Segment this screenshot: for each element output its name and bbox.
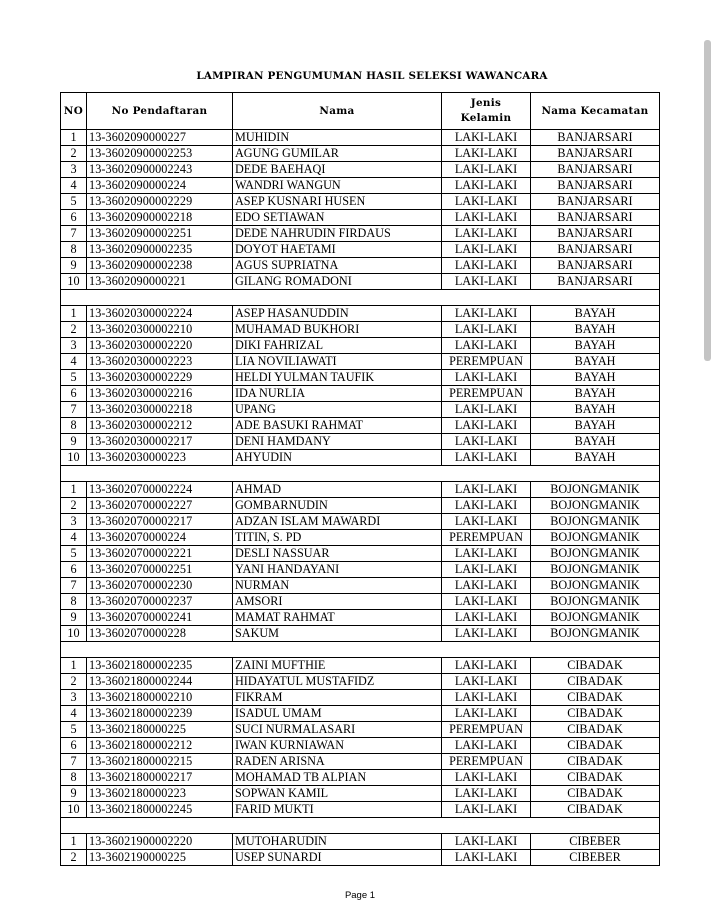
registration-number: 13-36020900002218	[87, 210, 233, 226]
registration-number: 13-36020300002216	[87, 386, 233, 402]
results-table	[60, 92, 660, 866]
header-registration-number: No Pendaftaran	[87, 93, 233, 130]
group-separator-cell	[61, 818, 660, 834]
gender: LAKI-LAKI	[442, 322, 531, 338]
row-number: 2	[61, 498, 87, 514]
row-number: 2	[61, 146, 87, 162]
gender: LAKI-LAKI	[442, 258, 531, 274]
row-number: 2	[61, 674, 87, 690]
table-row	[61, 274, 660, 290]
row-number: 5	[61, 370, 87, 386]
table-row	[61, 690, 660, 706]
registration-number: 13-36021800002244	[87, 674, 233, 690]
district-name: CIBADAK	[531, 690, 660, 706]
participant-name: ADZAN ISLAM MAWARDI	[233, 514, 442, 530]
row-number: 9	[61, 258, 87, 274]
document-title: LAMPIRAN PENGUMUMAN HASIL SELEKSI WAWANCARA	[196, 70, 548, 82]
row-number: 1	[61, 834, 87, 850]
district-name: CIBADAK	[531, 722, 660, 738]
registration-number: 13-36021900002220	[87, 834, 233, 850]
table-row	[61, 626, 660, 642]
participant-name: MOHAMAD TB ALPIAN	[233, 770, 442, 786]
registration-number: 13-36020900002243	[87, 162, 233, 178]
gender: LAKI-LAKI	[442, 514, 531, 530]
table-row	[61, 834, 660, 850]
participant-name: DIKI FAHRIZAL	[233, 338, 442, 354]
registration-number: 13-36020300002224	[87, 306, 233, 322]
district-name: BOJONGMANIK	[531, 530, 660, 546]
row-number: 2	[61, 322, 87, 338]
registration-number: 13-3602180000223	[87, 786, 233, 802]
table-row	[61, 530, 660, 546]
gender: LAKI-LAKI	[442, 370, 531, 386]
header-no: NO	[61, 93, 87, 130]
row-number: 1	[61, 130, 87, 146]
table-header-row	[61, 93, 660, 130]
gender: LAKI-LAKI	[442, 418, 531, 434]
row-number: 10	[61, 274, 87, 290]
gender: LAKI-LAKI	[442, 162, 531, 178]
row-number: 7	[61, 754, 87, 770]
table-row	[61, 546, 660, 562]
row-number: 4	[61, 706, 87, 722]
district-name: CIBADAK	[531, 738, 660, 754]
district-name: BAYAH	[531, 434, 660, 450]
district-name: CIBADAK	[531, 754, 660, 770]
district-name: BOJONGMANIK	[531, 514, 660, 530]
gender: PEREMPUAN	[442, 530, 531, 546]
page-number: Page 1	[344, 890, 376, 901]
table-row	[61, 146, 660, 162]
registration-number: 13-36021800002217	[87, 770, 233, 786]
district-name: CIBADAK	[531, 658, 660, 674]
table-row	[61, 658, 660, 674]
district-name: BOJONGMANIK	[531, 498, 660, 514]
participant-name: MUTOHARUDIN	[233, 834, 442, 850]
participant-name: ISADUL UMAM	[233, 706, 442, 722]
district-name: BAYAH	[531, 354, 660, 370]
table-row	[61, 402, 660, 418]
participant-name: GOMBARNUDIN	[233, 498, 442, 514]
gender: LAKI-LAKI	[442, 834, 531, 850]
district-name: BOJONGMANIK	[531, 594, 660, 610]
district-name: BAYAH	[531, 322, 660, 338]
row-number: 6	[61, 386, 87, 402]
district-name: BANJARSARI	[531, 178, 660, 194]
table-row	[61, 130, 660, 146]
row-number: 2	[61, 850, 87, 866]
participant-name: MUHAMAD BUKHORI	[233, 322, 442, 338]
district-name: CIBEBER	[531, 834, 660, 850]
district-name: CIBADAK	[531, 770, 660, 786]
group-separator-cell	[61, 290, 660, 306]
table-row	[61, 338, 660, 354]
gender: LAKI-LAKI	[442, 546, 531, 562]
participant-name: AHMAD	[233, 482, 442, 498]
row-number: 8	[61, 770, 87, 786]
group-separator-row	[61, 818, 660, 834]
district-name: CIBADAK	[531, 706, 660, 722]
participant-name: IWAN KURNIAWAN	[233, 738, 442, 754]
participant-name: MUHIDIN	[233, 130, 442, 146]
participant-name: GILANG ROMADONI	[233, 274, 442, 290]
registration-number: 13-36020900002229	[87, 194, 233, 210]
participant-name: FIKRAM	[233, 690, 442, 706]
participant-name: EDO SETIAWAN	[233, 210, 442, 226]
gender: PEREMPUAN	[442, 386, 531, 402]
participant-name: HELDI YULMAN TAUFIK	[233, 370, 442, 386]
district-name: CIBADAK	[531, 674, 660, 690]
registration-number: 13-3602030000223	[87, 450, 233, 466]
registration-number: 13-36020300002223	[87, 354, 233, 370]
registration-number: 13-3602190000225	[87, 850, 233, 866]
header-gender-line2: Kelamin	[460, 112, 512, 124]
registration-number: 13-36020700002230	[87, 578, 233, 594]
table-row	[61, 754, 660, 770]
gender: LAKI-LAKI	[442, 210, 531, 226]
gender: LAKI-LAKI	[442, 434, 531, 450]
participant-name: DEDE BAEHAQI	[233, 162, 442, 178]
registration-number: 13-36020700002251	[87, 562, 233, 578]
table-row	[61, 786, 660, 802]
participant-name: UPANG	[233, 402, 442, 418]
table-row	[61, 482, 660, 498]
table-row	[61, 722, 660, 738]
gender: LAKI-LAKI	[442, 562, 531, 578]
group-separator-row	[61, 466, 660, 482]
district-name: BOJONGMANIK	[531, 626, 660, 642]
gender: LAKI-LAKI	[442, 338, 531, 354]
participant-name: LIA NOVILIAWATI	[233, 354, 442, 370]
gender: LAKI-LAKI	[442, 498, 531, 514]
registration-number: 13-36020700002221	[87, 546, 233, 562]
registration-number: 13-36020700002224	[87, 482, 233, 498]
table-row	[61, 850, 660, 866]
gender: LAKI-LAKI	[442, 402, 531, 418]
table-row	[61, 706, 660, 722]
district-name: BOJONGMANIK	[531, 482, 660, 498]
participant-name: SAKUM	[233, 626, 442, 642]
row-number: 8	[61, 594, 87, 610]
gender: LAKI-LAKI	[442, 802, 531, 818]
district-name: BANJARSARI	[531, 130, 660, 146]
registration-number: 13-36021800002215	[87, 754, 233, 770]
participant-name: DOYOT HAETAMI	[233, 242, 442, 258]
table-row	[61, 370, 660, 386]
header-gender	[442, 93, 531, 130]
participant-name: HIDAYATUL MUSTAFIDZ	[233, 674, 442, 690]
participant-name: ADE BASUKI RAHMAT	[233, 418, 442, 434]
row-number: 8	[61, 418, 87, 434]
table-row	[61, 210, 660, 226]
gender: LAKI-LAKI	[442, 706, 531, 722]
participant-name: SUCI NURMALASARI	[233, 722, 442, 738]
table-row	[61, 178, 660, 194]
registration-number: 13-36020900002253	[87, 146, 233, 162]
participant-name: AGUNG GUMILAR	[233, 146, 442, 162]
gender: LAKI-LAKI	[442, 482, 531, 498]
table-row	[61, 514, 660, 530]
table-row	[61, 162, 660, 178]
table-row	[61, 578, 660, 594]
registration-number: 13-36020300002217	[87, 434, 233, 450]
table-row	[61, 610, 660, 626]
participant-name: RADEN ARISNA	[233, 754, 442, 770]
registration-number: 13-3602090000224	[87, 178, 233, 194]
table-row	[61, 306, 660, 322]
registration-number: 13-36020700002217	[87, 514, 233, 530]
gender: LAKI-LAKI	[442, 850, 531, 866]
registration-number: 13-3602180000225	[87, 722, 233, 738]
row-number: 6	[61, 738, 87, 754]
vertical-scrollbar-thumb[interactable]	[704, 40, 711, 361]
gender: LAKI-LAKI	[442, 226, 531, 242]
district-name: BANJARSARI	[531, 274, 660, 290]
participant-name: DENI HAMDANY	[233, 434, 442, 450]
district-name: BOJONGMANIK	[531, 546, 660, 562]
row-number: 5	[61, 722, 87, 738]
row-number: 3	[61, 338, 87, 354]
gender: PEREMPUAN	[442, 354, 531, 370]
row-number: 7	[61, 226, 87, 242]
table-row	[61, 226, 660, 242]
district-name: BANJARSARI	[531, 242, 660, 258]
table-row	[61, 434, 660, 450]
registration-number: 13-36020700002237	[87, 594, 233, 610]
header-district: Nama Kecamatan	[531, 93, 660, 130]
row-number: 1	[61, 658, 87, 674]
header-gender-line1: Jenis	[470, 97, 502, 109]
table-row	[61, 562, 660, 578]
district-name: BOJONGMANIK	[531, 578, 660, 594]
row-number: 10	[61, 802, 87, 818]
district-name: CIBADAK	[531, 786, 660, 802]
row-number: 8	[61, 242, 87, 258]
table-row	[61, 322, 660, 338]
registration-number: 13-36020300002212	[87, 418, 233, 434]
table-row	[61, 674, 660, 690]
table-row	[61, 802, 660, 818]
registration-number: 13-36021800002212	[87, 738, 233, 754]
row-number: 4	[61, 178, 87, 194]
row-number: 1	[61, 482, 87, 498]
district-name: BAYAH	[531, 402, 660, 418]
district-name: BAYAH	[531, 306, 660, 322]
gender: LAKI-LAKI	[442, 194, 531, 210]
district-name: BOJONGMANIK	[531, 562, 660, 578]
table-row	[61, 258, 660, 274]
row-number: 3	[61, 162, 87, 178]
registration-number: 13-36020700002241	[87, 610, 233, 626]
participant-name: SOPWAN KAMIL	[233, 786, 442, 802]
participant-name: NURMAN	[233, 578, 442, 594]
registration-number: 13-36021800002210	[87, 690, 233, 706]
registration-number: 13-36020700002227	[87, 498, 233, 514]
table-row	[61, 418, 660, 434]
row-number: 4	[61, 354, 87, 370]
gender: LAKI-LAKI	[442, 146, 531, 162]
district-name: BAYAH	[531, 418, 660, 434]
row-number: 7	[61, 402, 87, 418]
row-number: 9	[61, 610, 87, 626]
table-row	[61, 386, 660, 402]
registration-number: 13-36020300002220	[87, 338, 233, 354]
table-row	[61, 194, 660, 210]
gender: LAKI-LAKI	[442, 626, 531, 642]
table-row	[61, 242, 660, 258]
district-name: BANJARSARI	[531, 258, 660, 274]
district-name: BOJONGMANIK	[531, 610, 660, 626]
registration-number: 13-36020300002210	[87, 322, 233, 338]
row-number: 10	[61, 626, 87, 642]
table-row	[61, 594, 660, 610]
district-name: BAYAH	[531, 386, 660, 402]
row-number: 3	[61, 690, 87, 706]
gender: LAKI-LAKI	[442, 306, 531, 322]
gender: LAKI-LAKI	[442, 274, 531, 290]
participant-name: WANDRI WANGUN	[233, 178, 442, 194]
table-row	[61, 738, 660, 754]
participant-name: MAMAT RAHMAT	[233, 610, 442, 626]
gender: LAKI-LAKI	[442, 690, 531, 706]
group-separator-row	[61, 290, 660, 306]
participant-name: YANI HANDAYANI	[233, 562, 442, 578]
district-name: BAYAH	[531, 370, 660, 386]
registration-number: 13-36020900002235	[87, 242, 233, 258]
gender: LAKI-LAKI	[442, 610, 531, 626]
group-separator-cell	[61, 466, 660, 482]
row-number: 3	[61, 514, 87, 530]
gender: LAKI-LAKI	[442, 738, 531, 754]
participant-name: IDA NURLIA	[233, 386, 442, 402]
participant-name: AMSORI	[233, 594, 442, 610]
row-number: 7	[61, 578, 87, 594]
participant-name: ASEP HASANUDDIN	[233, 306, 442, 322]
registration-number: 13-3602070000224	[87, 530, 233, 546]
row-number: 5	[61, 194, 87, 210]
row-number: 5	[61, 546, 87, 562]
gender: LAKI-LAKI	[442, 594, 531, 610]
row-number: 1	[61, 306, 87, 322]
gender: LAKI-LAKI	[442, 658, 531, 674]
registration-number: 13-36020300002218	[87, 402, 233, 418]
participant-name: ASEP KUSNARI HUSEN	[233, 194, 442, 210]
participant-name: FARID MUKTI	[233, 802, 442, 818]
registration-number: 13-36021800002245	[87, 802, 233, 818]
district-name: BAYAH	[531, 338, 660, 354]
registration-number: 13-36020900002238	[87, 258, 233, 274]
row-number: 6	[61, 562, 87, 578]
district-name: BANJARSARI	[531, 226, 660, 242]
row-number: 10	[61, 450, 87, 466]
registration-number: 13-36021800002235	[87, 658, 233, 674]
group-separator-row	[61, 642, 660, 658]
group-separator-cell	[61, 642, 660, 658]
row-number: 6	[61, 210, 87, 226]
row-number: 9	[61, 786, 87, 802]
gender: LAKI-LAKI	[442, 770, 531, 786]
gender: PEREMPUAN	[442, 722, 531, 738]
district-name: CIBEBER	[531, 850, 660, 866]
gender: LAKI-LAKI	[442, 578, 531, 594]
district-name: BANJARSARI	[531, 210, 660, 226]
participant-name: USEP SUNARDI	[233, 850, 442, 866]
participant-name: DESLI NASSUAR	[233, 546, 442, 562]
registration-number: 13-3602070000228	[87, 626, 233, 642]
district-name: BAYAH	[531, 450, 660, 466]
district-name: BANJARSARI	[531, 162, 660, 178]
gender: LAKI-LAKI	[442, 242, 531, 258]
gender: LAKI-LAKI	[442, 674, 531, 690]
participant-name: ZAINI MUFTHIE	[233, 658, 442, 674]
row-number: 4	[61, 530, 87, 546]
gender: LAKI-LAKI	[442, 130, 531, 146]
table-body	[61, 130, 660, 866]
district-name: BANJARSARI	[531, 146, 660, 162]
table-row	[61, 354, 660, 370]
district-name: CIBADAK	[531, 802, 660, 818]
gender: LAKI-LAKI	[442, 450, 531, 466]
registration-number: 13-36021800002239	[87, 706, 233, 722]
table-row	[61, 770, 660, 786]
registration-number: 13-36020300002229	[87, 370, 233, 386]
table-row	[61, 450, 660, 466]
participant-name: DEDE NAHRUDIN FIRDAUS	[233, 226, 442, 242]
participant-name: AHYUDIN	[233, 450, 442, 466]
header-name: Nama	[233, 93, 442, 130]
district-name: BANJARSARI	[531, 194, 660, 210]
gender: PEREMPUAN	[442, 754, 531, 770]
participant-name: TITIN, S. PD	[233, 530, 442, 546]
table-row	[61, 498, 660, 514]
gender: LAKI-LAKI	[442, 786, 531, 802]
gender: LAKI-LAKI	[442, 178, 531, 194]
registration-number: 13-3602090000221	[87, 274, 233, 290]
registration-number: 13-36020900002251	[87, 226, 233, 242]
participant-name: AGUS SUPRIATNA	[233, 258, 442, 274]
row-number: 9	[61, 434, 87, 450]
registration-number: 13-3602090000227	[87, 130, 233, 146]
